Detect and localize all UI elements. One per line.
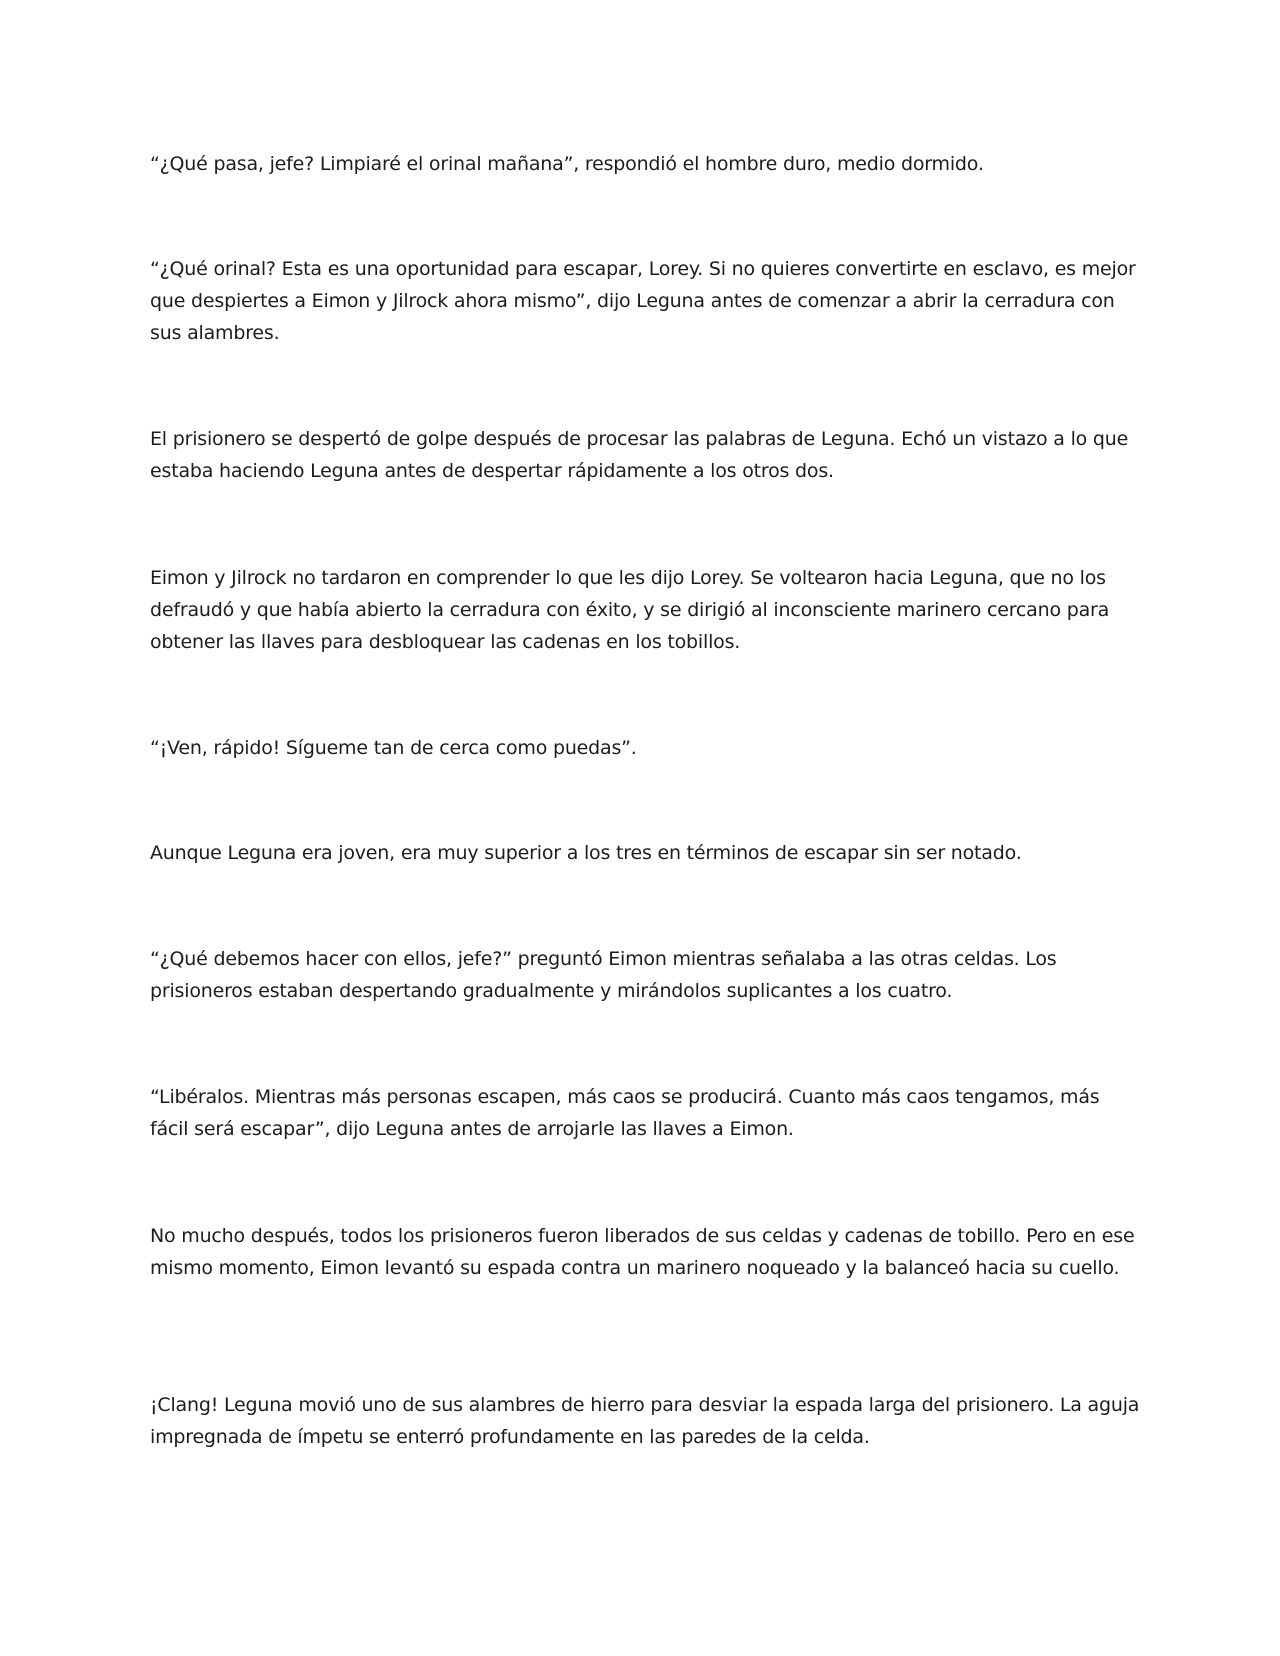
paragraph: “Libéralos. Mientras más personas escapen, más caos se producirá. Cuanto más caos tengamos, más fácil será escapar”, dijo Leguna antes de arrojarle las llaves a Eimon. (150, 1086, 1100, 1140)
paragraph: No mucho después, todos los prisioneros fueron liberados de sus celdas y cadenas de tobillo. Pero en ese mismo momento, Eimon levantó su espada contra un marinero noqueado y la balanceó hacia su cuello. (150, 1225, 1135, 1279)
paragraph: Aunque Leguna era joven, era muy superior a los tres en términos de escapar sin ser notado. (150, 842, 1022, 864)
paragraph: “¡Ven, rápido! Sígueme tan de cerca como puedas”. (150, 737, 637, 759)
paragraph: ¡Clang! Leguna movió uno de sus alambres de hierro para desviar la espada larga del prisionero. La aguja impregnada de ímpetu se enterró profundamente en las paredes de la celda. (150, 1394, 1140, 1448)
paragraph: “¿Qué debemos hacer con ellos, jefe?” preguntó Eimon mientras señalaba a las otras celdas. Los prisioneros estaban despertando gradualmente y mirándolos suplicantes a los cuatro. (150, 948, 1057, 1002)
paragraph: “¿Qué pasa, jefe? Limpiaré el orinal mañana”, respondió el hombre duro, medio dormido. (150, 153, 984, 175)
paragraph: Eimon y Jilrock no tardaron en comprender lo que les dijo Lorey. Se voltearon hacia Leguna, que no los defraudó y que había abierto la cerradura con éxito, y se dirigió al inconsciente marinero cercano para obtener las llaves para desbloquear las cadenas en los tobillos. (150, 567, 1110, 653)
paragraph: “¿Qué orinal? Esta es una oportunidad para escapar, Lorey. Si no quieres convertirte en esclavo, es mejor que despiertes a Eimon y Jilrock ahora mismo”, dijo Leguna antes de comenzar a abrir la cerradura con sus alambres. (150, 258, 1136, 344)
paragraph: El prisionero se despertó de golpe después de procesar las palabras de Leguna. Echó un vistazo a lo que estaba haciendo Leguna antes de despertar rápidamente a los otros dos. (150, 428, 1129, 482)
